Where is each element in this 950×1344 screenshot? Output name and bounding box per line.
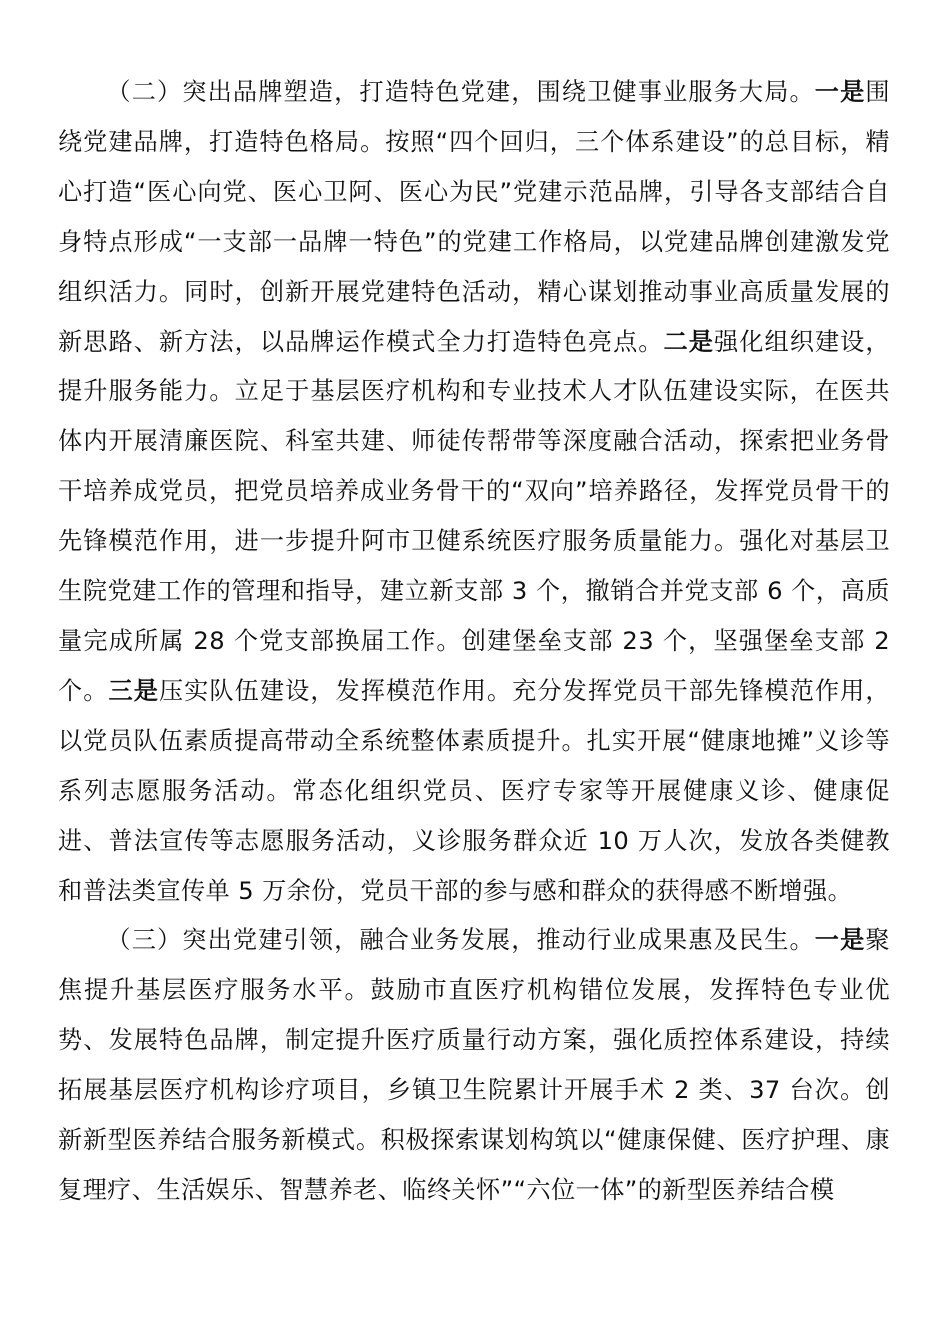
point-1-text: 围绕党建品牌，打造特色格局。按照“四个回归，三个体系建设”的总目标，精心打造“医心向党、医心卫阿、医心为民”党建示范品牌，引导各支部结合自身特点形成“一支部一品牌一特色”的党建工作格局，以党建品牌创建激发党组织活力。同时，创新开展党建特色活动，精心谋划推动事业高质量发展的新思路、新方法，以品牌运作模式全力打造特色亮点。 [58,78,890,356]
paragraph-section-3 [58,916,890,1215]
point-3-text: 压实队伍建设，发挥模范作用。充分发挥党员干部先锋模范作用，以党员队伍素质提高带动全系统整体素质提升。扎实开展“健康地摊”义诊等系列志愿服务活动。常态化组织党员、医疗专家等开展健康义诊、健康促进、普法宣传等志愿服务活动，义诊服务群众近 10 万人次，发放各类健教和普法类宣传单 5 万余份，党员干部的参与感和群众的获得感不断增强。 [58,676,890,905]
section-3-point-1-text: 聚焦提升基层医疗服务水平。鼓励市直医疗机构错位发展，发挥特色专业优势、发展特色品牌，制定提升医疗质量行动方案，强化质控体系建设，持续拓展基层医疗机构诊疗项目，乡镇卫生院累计开展手术 2 类、37 台次。创新新型医养结合服务新模式。积极探索谋划构筑以“健康保健、医疗护理、康复理疗、生活娱乐、智慧养老、临终关怀”“六位一体”的新型医养结合模 [58,926,890,1204]
section-3-point-1-marker: 一是 [814,926,866,955]
point-2-marker: 二是 [663,327,715,356]
point-3-marker: 三是 [108,676,159,705]
paragraph-section-2 [58,68,890,916]
point-1-marker: 一是 [814,78,866,106]
point-2-text: 强化组织建设，提升服务能力。立足于基层医疗机构和专业技术人才队伍建设实际，在医共体内开展清廉医院、科室共建、师徒传帮带等深度融合活动，探索把业务骨干培养成党员，把党员培养成业务骨干的“双向”培养路径，发挥党员骨干的先锋模范作用，进一步提升阿市卫健系统医疗服务质量能力。强化对基层卫生院党建工作的管理和指导，建立新支部 3 个，撤销合并党支部 6 个，高质量完成所属 28 个党支部换届工作。创建堡垒支部 23 个，坚强堡垒支部 2 个。 [58,327,890,705]
section-3-heading: （三）突出党建引领，融合业务发展，推动行业成果惠及民生。 [106,926,815,955]
section-2-heading: （二）突出品牌塑造，打造特色党建，围绕卫健事业服务大局。 [106,78,815,106]
